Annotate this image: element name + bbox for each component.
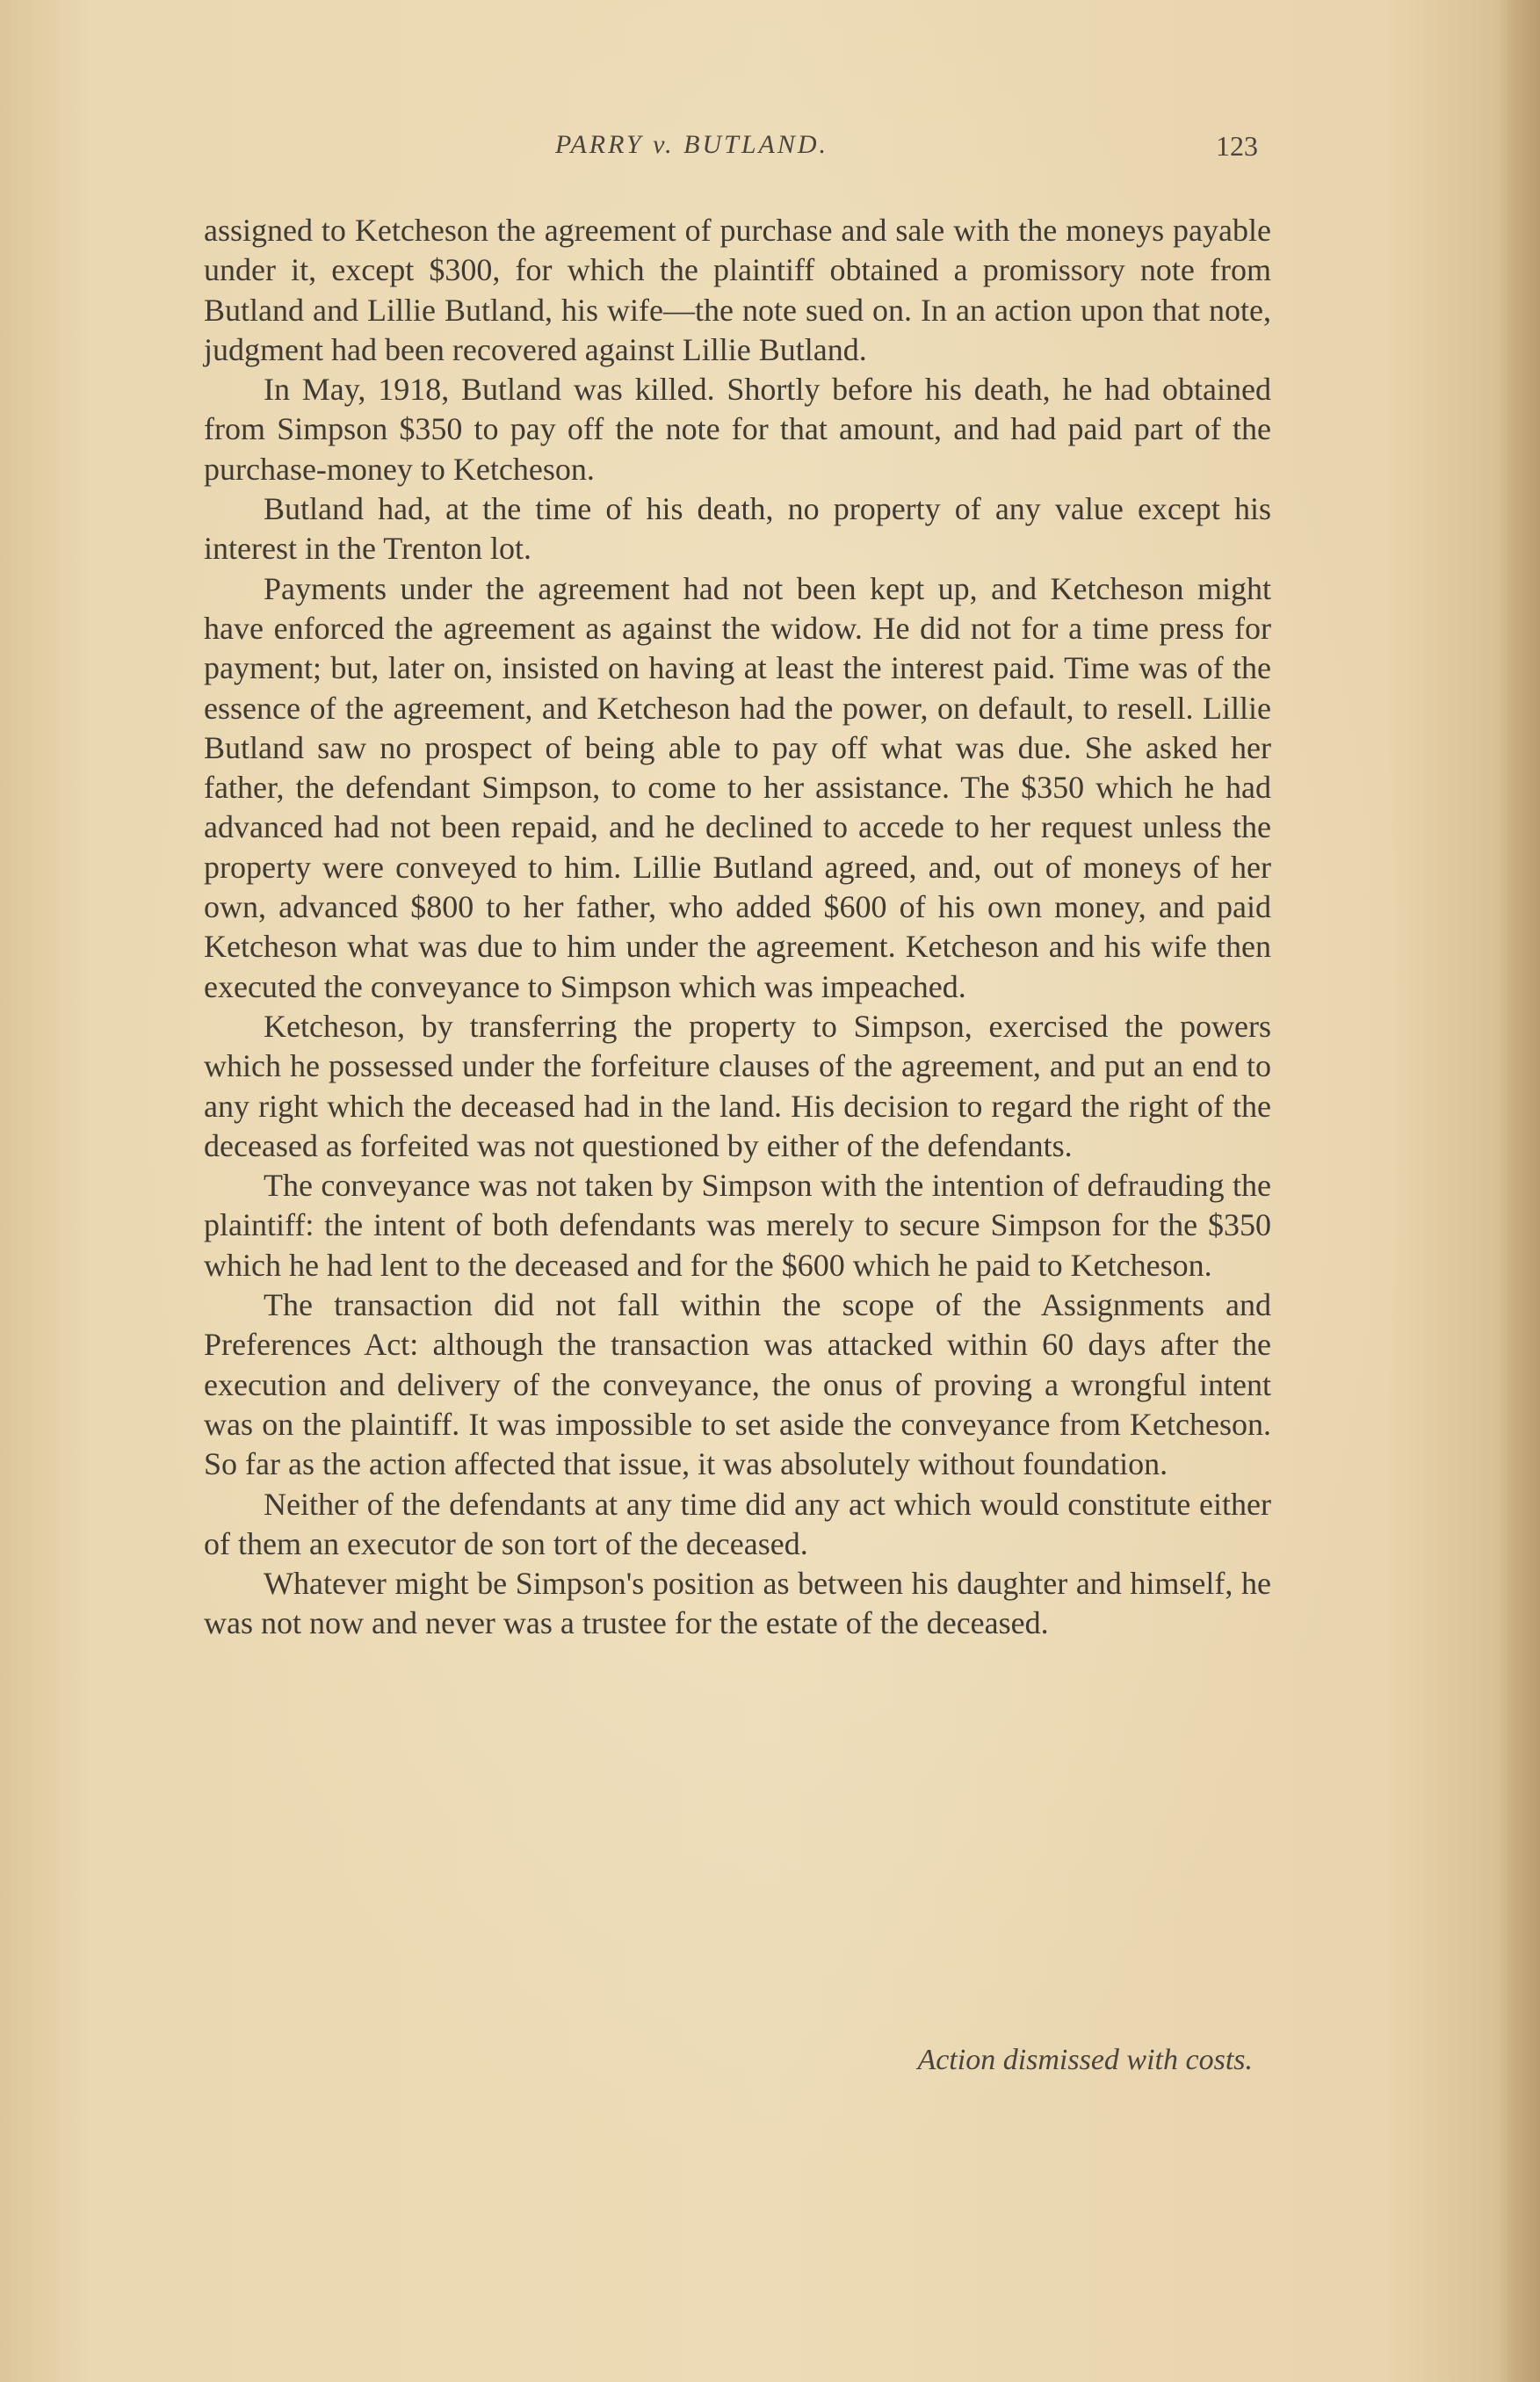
closing-line: Action dismissed with costs. — [917, 2044, 1253, 2076]
paragraph: Butland had, at the time of his death, no property of any value except his interest in the Trenton lot. — [204, 491, 1271, 567]
paragraph: The conveyance was not taken by Simpson with the intention of defrauding the plaintiff: the intent of both defendants was merely to secure Simpson for the $350 which he had lent to the deceased and for the $600 which he paid to Ketcheson. — [204, 1168, 1271, 1283]
paragraph: In May, 1918, Butland was killed. Shortly before his death, he had obtained from Simpson $350 to pay off the note for that amount, and had paid part of the purchase-money to Ketcheson. — [204, 372, 1271, 487]
running-title: PARRY v. BUTLAND. — [555, 130, 829, 159]
paragraph: Neither of the defendants at any time did any act which would constitute either of them an executor de son tort of the deceased. — [204, 1486, 1271, 1561]
running-head — [204, 130, 1258, 169]
page-number: 123 — [1216, 130, 1258, 162]
paragraph: Ketcheson, by transferring the property to Simpson, exercised the powers which he possessed under the forfeiture clauses of the agreement, and put an end to any right which the deceased had in the land. His decision to regard the right of the deceased as forfeited was not questioned by either of the defendants. — [204, 1008, 1271, 1163]
paragraph: The transaction did not fall within the scope of the Assignments and Preferences Act: although the transaction was attacked within 60 days after the execution and delivery of the conveyance, the onus of proving a wrongful intent was on the plaintiff. It was impossible to set aside the conveyance from Ketcheson. So far as the action affected that issue, it was absolutely without foundation. — [204, 1287, 1271, 1482]
page-edge-shadow — [1498, 0, 1540, 2382]
body-text — [204, 211, 1271, 1644]
paragraph: assigned to Ketcheson the agreement of purchase and sale with the moneys payable under it, except $300, for which the plaintiff obtained a promissory note from Butland and Lillie Butland, his wife—the note sued on. In an action upon that note, judgment had been recovered against Lillie Butland. — [204, 213, 1271, 367]
paragraph: Whatever might be Simpson's position as between his daughter and himself, he was not now and never was a trustee for the estate of the deceased. — [204, 1566, 1271, 1641]
paragraph: Payments under the agreement had not been kept up, and Ketcheson might have enforced the agreement as against the widow. He did not for a time press for payment; but, later on, insisted on having at least the interest paid. Time was of the essence of the agreement, and Ketcheson had the power, on default, to resell. Lillie Butland saw no prospect of being able to pay off what was due. She asked her father, the defendant Simpson, to come to her assistance. The $350 which he had advanced had not been repaid, and he declined to accede to her request unless the property were conveyed to him. Lillie Butland agreed, and, out of moneys of her own, advanced $800 to her father, who added $600 of his own money, and paid Ketcheson what was due to him under the agreement. Ketcheson and his wife then executed the conveyance to Simpson which was impeached. — [204, 570, 1271, 1004]
